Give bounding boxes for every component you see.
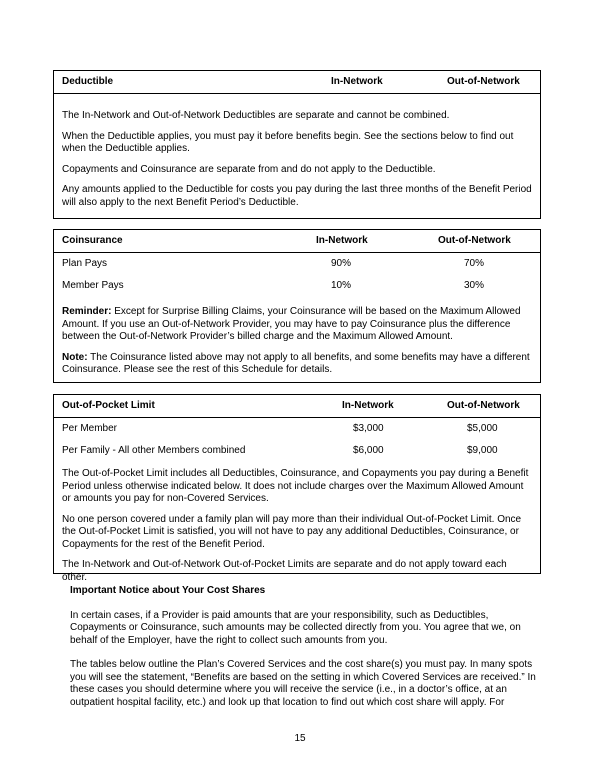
row-out-network: 30%	[464, 280, 485, 291]
oop-paragraph: No one person covered under a family plan will pay more than their individual Out-of-Pocket Limit. Once the Out-of-Pocket Limit is satisfied, you will not have to pay any additional Deductibles, Coinsurance, or Copayments for the rest of the Benefit Period.	[62, 513, 522, 550]
coinsurance-row	[54, 253, 540, 275]
oop-header	[54, 395, 540, 418]
row-in-network: $6,000	[353, 445, 384, 456]
row-in-network: 10%	[331, 280, 352, 291]
coinsurance-table	[53, 229, 541, 383]
coinsurance-note	[62, 352, 532, 377]
row-in-network: 90%	[331, 258, 352, 269]
oop-row	[54, 418, 540, 440]
reminder-label: Reminder:	[62, 306, 112, 317]
deductible-paragraph: Copayments and Coinsurance are separate from and do not apply to the Deductible.	[62, 163, 436, 175]
note-text: The Coinsurance listed above may not apply to all benefits, and some benefits may have a different Coinsurance. Please see the rest of this Schedule for details.	[62, 351, 530, 375]
notice-paragraph: In certain cases, if a Provider is paid amounts that are your responsibility, such as Deductibles, Copayments or Coinsurance, such amounts may be collected directly from you. You agree that we, on behalf of the Employer, have the right to collect such amounts from you.	[70, 609, 521, 646]
row-label: Member Pays	[62, 280, 124, 291]
deductible-paragraph: The In-Network and Out-of-Network Deductibles are separate and cannot be combined.	[62, 110, 450, 121]
row-in-network: $3,000	[353, 423, 384, 434]
deductible-table	[53, 70, 541, 219]
notice-paragraph: The tables below outline the Plan’s Covered Services and the cost share(s) you must pay. In many spots you will see the statement, “Benefits are based on the setting in which Covered Services are received.” In these cases you should determine where you will receive the service (i.e., in a doctor’s office, at an outpatient hospital facility, etc.) and look up that location to find out which cost share will apply. For	[70, 659, 536, 708]
deductible-paragraph: Any amounts applied to the Deductible for costs you pay during the last three months of the Benefit Period will also apply to the next Benefit Period’s Deductible.	[62, 184, 532, 208]
oop-row	[54, 440, 540, 462]
coinsurance-header-label: Coinsurance	[62, 235, 123, 246]
row-label: Plan Pays	[62, 258, 108, 269]
deductible-header-label: Deductible	[62, 76, 114, 87]
deductible-paragraph: When the Deductible applies, you must pay it before benefits begin. See the sections below to find out when the Deductible applies.	[62, 130, 514, 154]
reminder-text: Except for Surprise Billing Claims, your Coinsurance will be based on the Maximum Allowed Amount. If you use an Out-of-Network Provider, you may have to pay Coinsurance plus the difference between the Out-of-Network Provider’s billed charge and the Maximum Allowed Amount.	[62, 306, 521, 342]
oop-paragraph: The In-Network and Out-of-Network Out-of-Pocket Limits are separate and do not apply toward each other.	[62, 559, 507, 583]
deductible-header	[54, 71, 540, 94]
coinsurance-reminder	[62, 306, 532, 344]
notice-title: Important Notice about Your Cost Shares	[70, 585, 266, 596]
row-out-network: 70%	[464, 258, 485, 269]
coinsurance-row	[54, 275, 540, 297]
deductible-header-out-network: Out-of-Network	[447, 76, 520, 87]
row-label: Per Member	[62, 423, 118, 434]
coinsurance-header-out-network: Out-of-Network	[438, 235, 511, 246]
oop-limit-table	[53, 394, 541, 583]
cost-share-notice	[70, 585, 536, 709]
page-number: 15	[294, 733, 306, 744]
note-label: Note:	[62, 351, 88, 363]
oop-paragraph: The Out-of-Pocket Limit includes all Deductibles, Coinsurance, and Copayments you pay during a Benefit Period unless otherwise indicated below. It does not include charges over the Maximum Allowed Amount or amounts you pay for non-Covered Services.	[62, 468, 529, 504]
oop-header-out-network: Out-of-Network	[447, 400, 520, 411]
oop-header-label: Out-of-Pocket Limit	[62, 400, 155, 411]
coinsurance-header	[54, 230, 540, 253]
row-out-network: $5,000	[467, 423, 498, 434]
oop-header-in-network: In-Network	[342, 400, 394, 411]
row-label: Per Family - All other Members combined	[62, 445, 246, 456]
row-out-network: $9,000	[467, 445, 498, 456]
coinsurance-header-in-network: In-Network	[316, 235, 368, 246]
deductible-header-in-network: In-Network	[331, 76, 383, 87]
